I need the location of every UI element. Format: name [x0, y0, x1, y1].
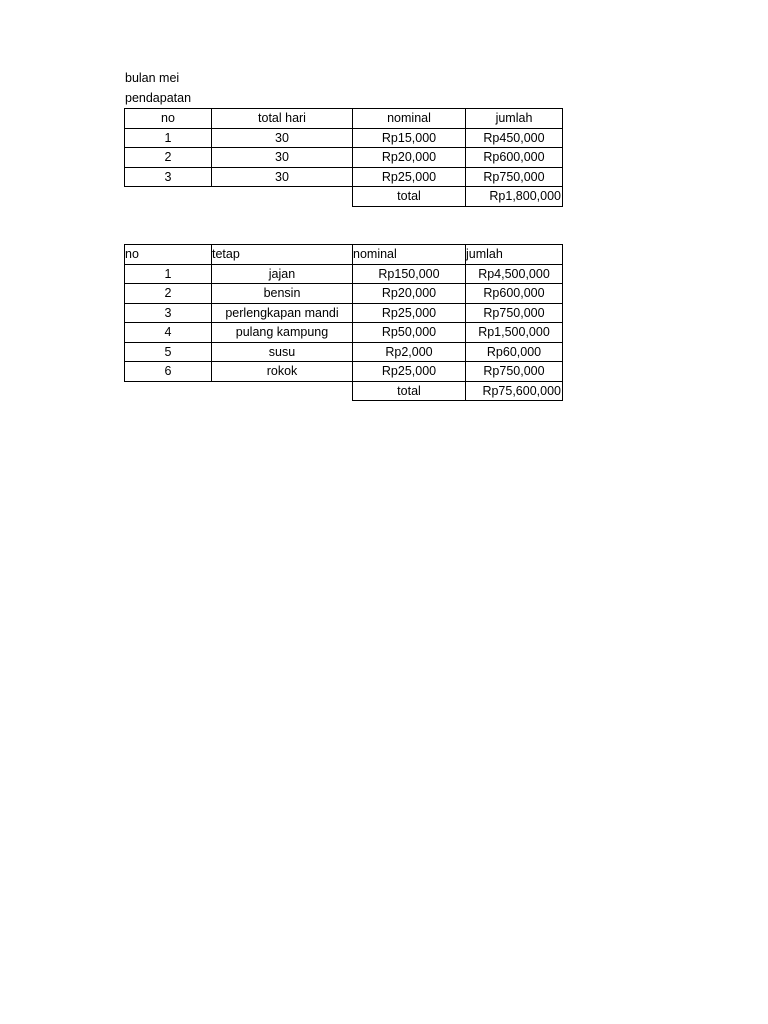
- cell-nominal: Rp50,000: [353, 323, 466, 343]
- cell-tetap: susu: [212, 342, 353, 362]
- cell-no: 4: [125, 323, 212, 343]
- table-row: [125, 128, 563, 148]
- cell-jumlah: Rp600,000: [466, 284, 563, 304]
- cell-no: 3: [125, 167, 212, 187]
- header-cell-no: no: [125, 109, 212, 129]
- cell-nominal: Rp20,000: [353, 148, 466, 168]
- cell-nominal: Rp25,000: [353, 167, 466, 187]
- table-row: [125, 323, 563, 343]
- cell-jumlah: Rp4,500,000: [466, 264, 563, 284]
- total-label: total: [353, 187, 466, 207]
- cell-jumlah: Rp1,500,000: [466, 323, 563, 343]
- table-row: [125, 303, 563, 323]
- total-value: Rp1,800,000: [466, 187, 563, 207]
- total-row: [125, 187, 563, 207]
- cell-total-hari: 30: [212, 167, 353, 187]
- expenses-table: [124, 244, 563, 401]
- income-table: [124, 108, 563, 207]
- header-cell-jumlah: jumlah: [466, 109, 563, 129]
- table-header-row: [125, 245, 563, 265]
- table-header-row: [125, 109, 563, 129]
- table-row: [125, 167, 563, 187]
- header-cell-tetap: tetap: [212, 245, 353, 265]
- cell-jumlah: Rp750,000: [466, 167, 563, 187]
- header-cell-jumlah: jumlah: [466, 245, 563, 265]
- empty-cell: [212, 187, 353, 207]
- cell-nominal: Rp15,000: [353, 128, 466, 148]
- cell-nominal: Rp25,000: [353, 303, 466, 323]
- table-row: [125, 284, 563, 304]
- cell-jumlah: Rp450,000: [466, 128, 563, 148]
- cell-no: 1: [125, 128, 212, 148]
- total-row: [125, 381, 563, 401]
- cell-no: 5: [125, 342, 212, 362]
- cell-jumlah: Rp60,000: [466, 342, 563, 362]
- table-row: [125, 264, 563, 284]
- cell-tetap: perlengkapan mandi: [212, 303, 353, 323]
- cell-tetap: jajan: [212, 264, 353, 284]
- cell-jumlah: Rp600,000: [466, 148, 563, 168]
- cell-no: 2: [125, 284, 212, 304]
- cell-tetap: rokok: [212, 362, 353, 382]
- cell-total-hari: 30: [212, 148, 353, 168]
- cell-nominal: Rp20,000: [353, 284, 466, 304]
- empty-cell: [125, 187, 212, 207]
- table-row: [125, 148, 563, 168]
- header-cell-nominal: nominal: [353, 109, 466, 129]
- cell-no: 6: [125, 362, 212, 382]
- empty-cell: [212, 381, 353, 401]
- cell-nominal: Rp2,000: [353, 342, 466, 362]
- table-row: [125, 342, 563, 362]
- month-label: bulan mei: [125, 71, 180, 85]
- total-value: Rp75,600,000: [466, 381, 563, 401]
- cell-jumlah: Rp750,000: [466, 303, 563, 323]
- cell-tetap: pulang kampung: [212, 323, 353, 343]
- cell-total-hari: 30: [212, 128, 353, 148]
- cell-no: 1: [125, 264, 212, 284]
- cell-jumlah: Rp750,000: [466, 362, 563, 382]
- cell-no: 3: [125, 303, 212, 323]
- header-cell-nominal: nominal: [353, 245, 466, 265]
- cell-nominal: Rp25,000: [353, 362, 466, 382]
- header-cell-total-hari: total hari: [212, 109, 353, 129]
- total-label: total: [353, 381, 466, 401]
- empty-cell: [125, 381, 212, 401]
- cell-no: 2: [125, 148, 212, 168]
- cell-nominal: Rp150,000: [353, 264, 466, 284]
- section-title: pendapatan: [125, 91, 192, 105]
- header-cell-no: no: [125, 245, 212, 265]
- table-row: [125, 362, 563, 382]
- cell-tetap: bensin: [212, 284, 353, 304]
